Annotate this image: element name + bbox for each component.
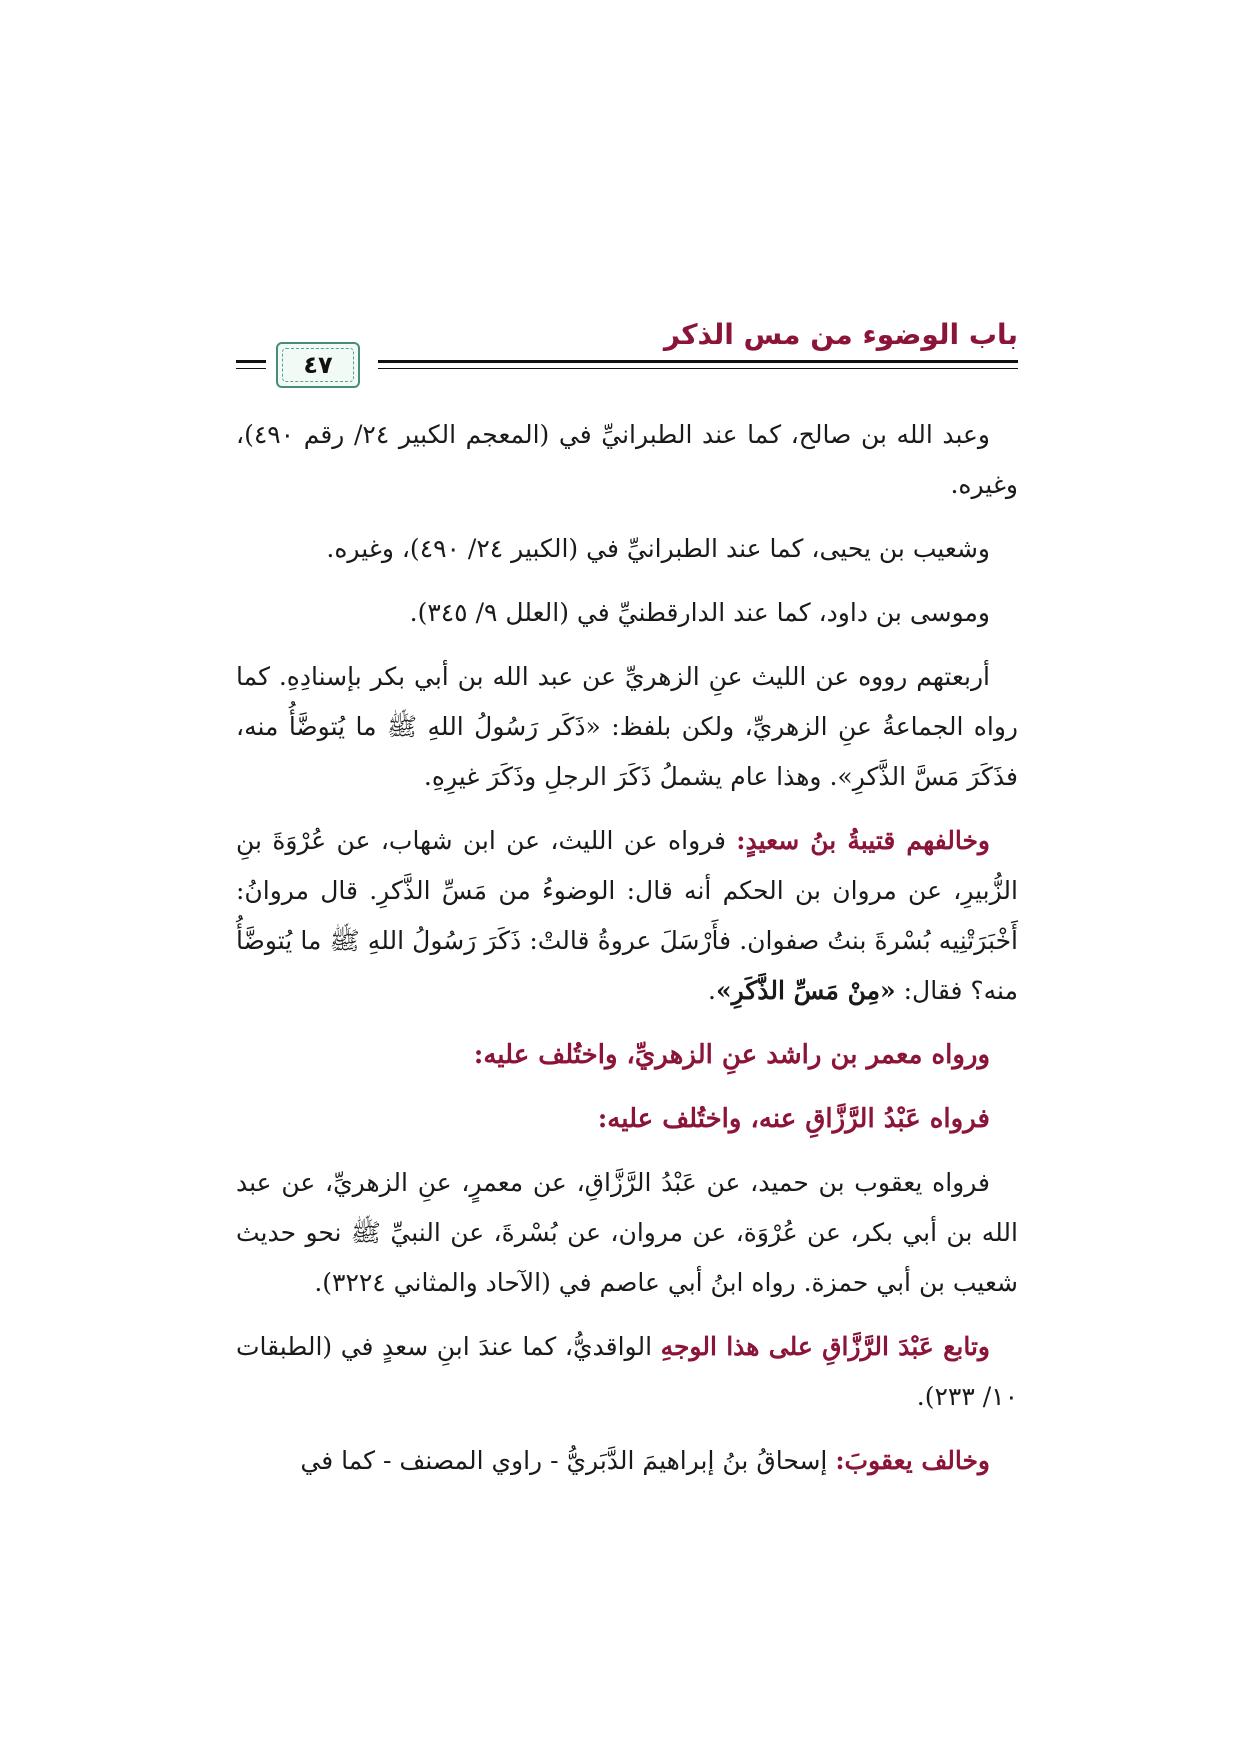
section-subheading: فرواه عَبْدُ الرَّزَّاقِ عنه، واختُلف عليه:	[597, 1104, 990, 1134]
page-body	[236, 410, 1018, 1500]
paragraph-lead: وخالفهم قتيبةُ بنُ سعيدٍ:	[736, 826, 990, 855]
paragraph	[236, 816, 1018, 1016]
header-rule	[236, 368, 266, 369]
running-title: باب الوضوء من مس الذكر	[663, 318, 1018, 351]
paragraph: فرواه يعقوب بن حميد، عن عَبْدُ الرَّزَّاقِ، عن معمرٍ، عنِ الزهريِّ، عن عبد الله بن أبي بكر، عن عُرْوَة، عن مروان، عن بُسْرةَ، عن النبيِّ ﷺ نحو حديث شعيب بن أبي حمزة. رواه ابنُ أبي عاصم في (الآحاد والمثاني ٣٢٢٤).	[236, 1168, 1018, 1297]
page-number-frame	[276, 342, 360, 388]
paragraph: أربعتهم رووه عن الليث عنِ الزهريِّ عن عبد الله بن أبي بكر بإسنادِهِ. كما رواه الجماعةُ عنِ الزهريِّ، ولكن بلفظ: «ذَكَر رَسُولُ اللهِ ﷺ ما يُتوضَّأُ منه، فذَكَرَ مَسَّ الذَّكرِ». وهذا عام يشملُ ذَكَرَ الرجلِ وذَكَرَ غيرِهِ.	[236, 662, 1018, 791]
header-rule	[378, 360, 1018, 363]
paragraph: وشعيب بن يحيى، كما عند الطبرانيِّ في (الكبير ٢٤/ ٤٩٠)، وغيره.	[326, 534, 990, 563]
paragraph-text: الواقديُّ، كما عندَ ابنِ سعدٍ في (الطبقات ١٠/ ٢٣٣).	[236, 1332, 1018, 1411]
paragraph: وعبد الله بن صالح، كما عند الطبرانيِّ في (المعجم الكبير ٢٤/ رقم ٤٩٠)، وغيره.	[236, 420, 1018, 499]
hadith-quote: «مِنْ مَسِّ الذَّكَرِ»	[715, 976, 896, 1005]
header-rule	[236, 360, 266, 363]
paragraph: وموسى بن داود، كما عند الدارقطنيِّ في (العلل ٩/ ٣٤٥).	[409, 598, 990, 627]
page-number: ٤٧	[303, 351, 333, 379]
page-header	[236, 318, 1018, 390]
paragraph	[236, 1436, 1018, 1486]
paragraph-lead: وخالف يعقوبَ:	[835, 1446, 990, 1475]
paragraph-lead: وتابع عَبْدَ الرَّزَّاقِ على هذا الوجهِ	[660, 1332, 991, 1361]
paragraph-end: .	[708, 976, 716, 1005]
paragraph	[236, 1322, 1018, 1422]
paragraph-text: فرواه عن الليث، عن ابن شهاب، عن عُرْوَةَ بنِ الزُّبيرِ، عن مروان بن الحكم أنه قال: الوضوءُ من مَسِّ الذَّكرِ. قال مروانُ: أَخْبَرَتْنِيه بُسْرةَ بنتُ صفوان. فأَرْسَلَ عروةُ قالتْ: ذَكَرَ رَسُولُ اللهِ ﷺ ما يُتوضَّأُ منه؟ فقال:	[236, 826, 1018, 1005]
paragraph-text: إسحاقُ بنُ إبراهيمَ الدَّبَريُّ - راوي المصنف - كما في	[300, 1446, 836, 1475]
section-subheading: ورواه معمر بن راشد عنِ الزهريِّ، واختُلف عليه:	[473, 1040, 990, 1070]
header-rule	[378, 368, 1018, 369]
